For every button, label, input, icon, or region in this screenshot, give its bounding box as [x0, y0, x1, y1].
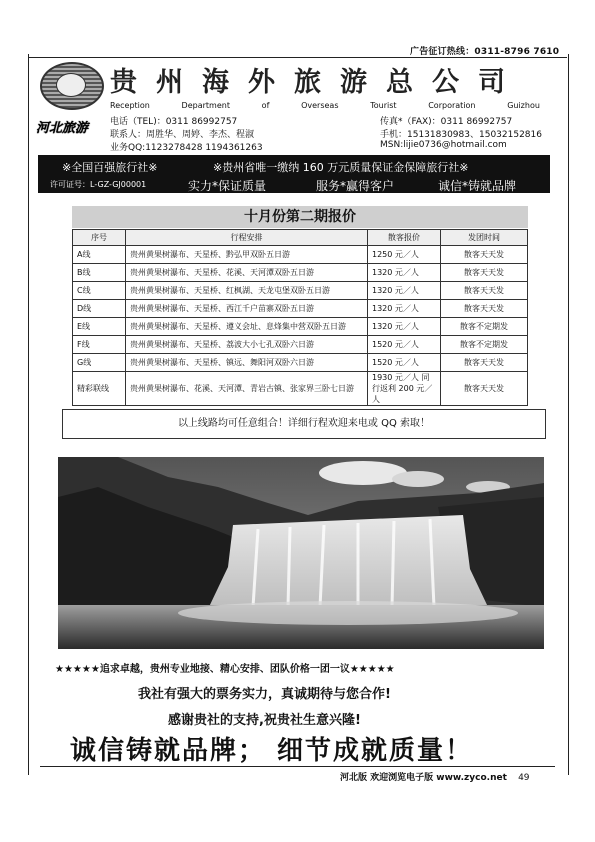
route-code: G线: [73, 354, 126, 372]
top-divider: [28, 57, 567, 58]
contact-mobile: 手机：15131830983、15032152816: [380, 130, 542, 140]
route-departure: 散客天天发: [441, 372, 528, 406]
route-price: 1520 元／人: [368, 336, 441, 354]
waterfall-photo: [58, 457, 544, 649]
route-code: A线: [73, 246, 126, 264]
route-price: 1320 元／人: [368, 300, 441, 318]
route-departure: 散客不定期发: [441, 336, 528, 354]
table-row: [73, 354, 528, 372]
route-itinerary: 贵州黄果树瀑布、花溪、天河潭、青岩古镇、张家界三卧七日游: [126, 372, 368, 406]
pricing-table: [72, 229, 528, 406]
route-code: B线: [73, 264, 126, 282]
banner-top100: ※全国百强旅行社※: [62, 161, 158, 174]
company-en-word: Overseas: [301, 101, 339, 110]
route-itinerary: 贵州黄果树瀑布、天星桥、花溪、天河潭双卧五日游: [126, 264, 368, 282]
route-price: 1320 元／人: [368, 318, 441, 336]
route-code: C线: [73, 282, 126, 300]
license-number: 许可证号：L-GZ-GJ00001: [50, 180, 147, 189]
route-departure: 散客天天发: [441, 246, 528, 264]
route-price: 1520 元／人: [368, 354, 441, 372]
contact-people: 联系人：周胜华、周婷、李杰、程淑: [110, 130, 255, 140]
credentials-banner: [38, 155, 550, 193]
logo-text: 河北旅游: [36, 121, 89, 136]
contact-tel: 电话（TEL)：0311 86992757: [110, 117, 238, 127]
route-code: D线: [73, 300, 126, 318]
company-en-word: Guizhou: [507, 101, 540, 110]
pricing-title: 十月份第二期报价: [72, 206, 528, 228]
route-departure: 散客天天发: [441, 264, 528, 282]
column-header: 散客报价: [368, 230, 441, 246]
route-price: 1320 元／人: [368, 282, 441, 300]
footer-text: 河北版 欢迎浏览电子版 www.zyco.net: [340, 773, 507, 783]
route-price: 1250 元／人: [368, 246, 441, 264]
table-row: [73, 264, 528, 282]
banner-guarantee: ※贵州省唯一缴纳 160 万元质量保证金保障旅行社※: [213, 161, 469, 174]
column-header: 序号: [73, 230, 126, 246]
route-itinerary: 贵州黄果树瀑布、天星桥、黔弘甲双卧五日游: [126, 246, 368, 264]
company-en-word: Reception: [110, 101, 150, 110]
route-itinerary: 贵州黄果树瀑布、天星桥、荔波大小七孔双卧六日游: [126, 336, 368, 354]
table-row: [73, 372, 528, 406]
route-code: F线: [73, 336, 126, 354]
company-english-name: [110, 101, 540, 110]
route-code: 精彩联线: [73, 372, 126, 406]
slogan-brand: 诚信*铸就品牌: [438, 179, 517, 193]
page-footer: [340, 770, 530, 783]
motto-thanks: 感谢贵社的支持,祝贵社生意兴隆!: [168, 713, 361, 728]
ad-hotline: 广告征订热线：0311-8796 7610: [410, 47, 560, 57]
table-row: [73, 246, 528, 264]
table-row: [73, 336, 528, 354]
route-itinerary: 贵州黄果树瀑布、天星桥、镇远、舞阳河双卧六日游: [126, 354, 368, 372]
table-row: [73, 318, 528, 336]
table-row: [73, 300, 528, 318]
slogan-quality: 实力*保证质量: [188, 179, 267, 193]
motto-excellence: ★★★★★追求卓越，贵州专业地接、精心安排、团队价格一团一议★★★★★: [55, 664, 395, 675]
contact-qq: 业务QQ:1123278428 1194361263: [110, 143, 263, 153]
contact-msn: MSN:lijie0736@hotmail.com: [380, 140, 507, 150]
route-departure: 散客不定期发: [441, 318, 528, 336]
route-itinerary: 贵州黄果树瀑布、天星桥、红枫湖、天龙屯堡双卧五日游: [126, 282, 368, 300]
route-itinerary: 贵州黄果树瀑布、天星桥、西江千户苗寨双卧五日游: [126, 300, 368, 318]
company-en-word: Department: [181, 101, 230, 110]
route-departure: 散客天天发: [441, 282, 528, 300]
company-en-word: Corporation: [428, 101, 476, 110]
page-number: 49: [518, 773, 530, 783]
motto-brand-quality: 诚信铸就品牌； 细节成就质量！: [70, 736, 474, 766]
motto-cooperation: 我社有强大的票务实力，真诚期待与您合作!: [138, 687, 391, 702]
route-price: 1320 元／人: [368, 264, 441, 282]
column-header: 行程安排: [126, 230, 368, 246]
route-departure: 散客天天发: [441, 300, 528, 318]
contact-fax: 传真*（FAX)：0311 86992757: [380, 117, 513, 127]
route-code: E线: [73, 318, 126, 336]
company-en-word: Tourist: [370, 101, 397, 110]
route-departure: 散客天天发: [441, 354, 528, 372]
company-en-word: of: [261, 101, 270, 110]
footer-divider: [40, 766, 555, 767]
company-logo: [40, 62, 104, 110]
route-itinerary: 贵州黄果树瀑布、天星桥、遵义会址、息烽集中营双卧五日游: [126, 318, 368, 336]
table-row: [73, 282, 528, 300]
column-header: 发团时间: [441, 230, 528, 246]
company-name: 贵州海外旅游总公司: [110, 67, 524, 98]
table-header-row: [73, 230, 528, 246]
route-price: 1930 元／人 同行返利 200 元／人: [368, 372, 441, 406]
slogan-service: 服务*赢得客户: [316, 179, 395, 193]
routes-note: 以上线路均可任意组合！详细行程欢迎来电或 QQ 索取！: [62, 409, 546, 439]
